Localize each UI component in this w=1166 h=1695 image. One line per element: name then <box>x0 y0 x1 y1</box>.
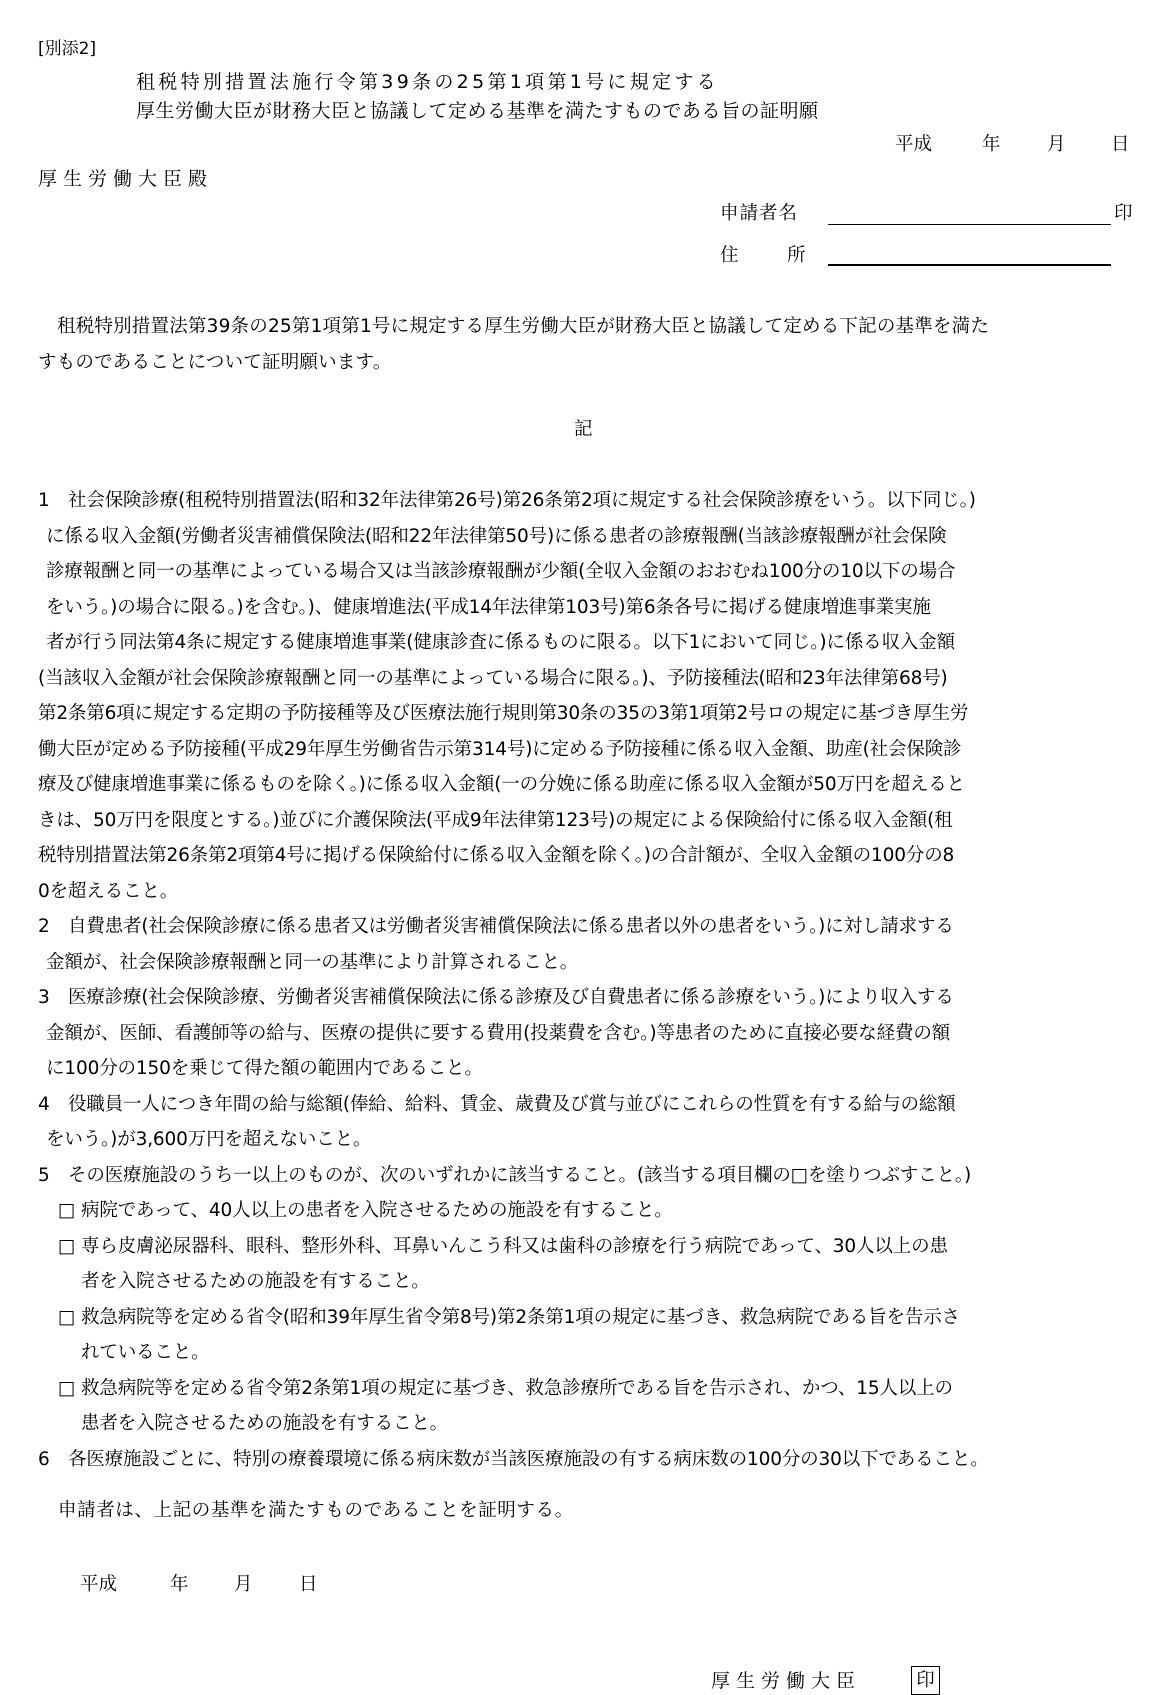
checkbox-icon[interactable]: □ <box>58 1306 76 1328</box>
bottom-date-era: 平成 <box>80 1574 118 1595</box>
applicant-name-label: 申請者名 <box>720 203 799 224</box>
bottom-date-day: 日 <box>299 1574 318 1595</box>
item-text: をいう。)が3,600万円を超えないこと。 <box>46 1129 372 1150</box>
address-line <box>828 264 1111 266</box>
item-text: 金額が、社会保険診療報酬と同一の基準により計算されること。 <box>46 951 579 973</box>
list-item <box>38 1087 1138 1123</box>
top-date-year: 年 <box>982 134 1001 155</box>
applicant-name-line <box>828 224 1111 225</box>
list-item <box>38 1442 1138 1478</box>
option-text: 者を入院させるための施設を有すること。 <box>81 1271 430 1292</box>
intro-line: すものであることについて証明願います。 <box>38 351 392 373</box>
address-label-2: 所 <box>787 245 806 266</box>
top-date-era: 平成 <box>895 134 933 155</box>
intro-line: 租税特別措置法第39条の25第1項第1号に規定する厚生労働大臣が財務大臣と協議して定める下記の基準を満た <box>57 316 990 337</box>
option-item <box>38 1229 1138 1265</box>
option-item <box>38 1371 1138 1407</box>
option-item <box>38 1300 1138 1336</box>
checkbox-icon[interactable]: □ <box>58 1377 76 1399</box>
item-text: をいう。)の場合に限る。)を含む。)、健康増進法(平成14年法律第103号)第6条各号に掲げる健康増進事業実施 <box>46 596 931 618</box>
item-text: きは、50万円を限度とする。)並びに介護保険法(平成9年法律第123号)の規定による保険給付に係る収入金額(租 <box>38 809 953 831</box>
top-date-day: 日 <box>1111 134 1130 155</box>
certification-statement: 申請者は、上記の基準を満たすものであることを証明する。 <box>58 1500 574 1521</box>
item-text: 診療報酬と同一の基準によっている場合又は当該診療報酬が少額(全収入金額のおおむね100分の10以下の場合 <box>46 561 956 582</box>
item-number: 3 <box>38 987 50 1008</box>
item-text: 0を超えること。 <box>38 880 179 902</box>
item-text: 金額が、医師、看護師等の給与、医療の提供に要する費用(投薬費を含む。)等患者のために直接必要な経費の額 <box>46 1022 951 1044</box>
criteria-list <box>38 483 1138 1477</box>
item-text: に100分の150を乗じて得た額の範囲内であること。 <box>46 1058 483 1079</box>
minister-seal: 印 <box>911 1666 940 1695</box>
checkbox-icon[interactable]: □ <box>58 1235 76 1257</box>
item-text: 医療診療(社会保険診療、労働者災害補償保険法に係る診療及び自費患者に係る診療をいう。)により収入する <box>68 987 954 1008</box>
item-text: 自費患者(社会保険診療に係る患者又は労働者災害補償保険法に係る患者以外の患者をいう。)に対し請求する <box>68 916 954 937</box>
item-number: 5 <box>38 1164 50 1186</box>
bottom-date-year: 年 <box>170 1574 189 1595</box>
item-text: 療及び健康増進事業に係るものを除く。)に係る収入金額(一の分娩に係る助産に係る収入金額が50万円を超えると <box>38 774 965 795</box>
list-item <box>38 1158 1138 1194</box>
item-text: 者が行う同法第4条に規定する健康増進事業(健康診査に係るものに限る。以下1において同じ。)に係る収入金額 <box>46 632 955 653</box>
item-text: 社会保険診療(租税特別措置法(昭和32年法律第26号)第26条第2項に規定する社会保険診療をいう。以下同じ。) <box>68 490 976 511</box>
item-text: 各医療施設ごとに、特別の療養環境に係る病床数が当該医療施設の有する病床数の100分の30以下であること。 <box>68 1448 989 1470</box>
option-text: 患者を入院させるための施設を有すること。 <box>81 1413 449 1434</box>
option-text: 救急病院等を定める省令(昭和39年厚生省令第8号)第2条第1項の規定に基づき、救急病院である旨を告示さ <box>81 1306 960 1328</box>
applicant-seal: 印 <box>1114 203 1133 224</box>
item-text: に係る収入金額(労働者災害補償保険法(昭和22年法律第50号)に係る患者の診療報酬(当該診療報酬が社会保険 <box>46 525 947 547</box>
addressee: 厚生労働大臣殿 <box>38 168 214 190</box>
option-text: 救急病院等を定める省令第2条第1項の規定に基づき、救急診療所である旨を告示され、かつ、15人以上の <box>81 1377 953 1399</box>
option-text: 病院であって、40人以上の患者を入院させるための施設を有すること。 <box>81 1200 673 1221</box>
option-text: れていること。 <box>81 1342 210 1363</box>
list-item <box>38 483 1138 519</box>
list-item <box>38 909 1138 945</box>
ki-heading: 記 <box>574 419 593 440</box>
item-text: 第2条第6項に規定する定期の予防接種等及び医療法施行規則第30条の35の3第1項第2号ロの規定に基づき厚生労 <box>38 703 969 724</box>
item-number: 4 <box>38 1093 50 1115</box>
item-number: 2 <box>38 916 50 937</box>
intro-paragraph <box>38 309 1138 380</box>
item-text: その医療施設のうち一以上のものが、次のいずれかに該当すること。(該当する項目欄の□を塗りつぶすこと。) <box>68 1164 972 1186</box>
list-item <box>38 980 1138 1016</box>
option-item <box>38 1193 1138 1229</box>
item-number: 6 <box>38 1448 50 1470</box>
item-text: (当該収入金額が社会保険診療報酬と同一の基準によっている場合に限る。)、予防接種法(昭和23年法律第68号) <box>38 667 948 689</box>
option-text: 専ら皮膚泌尿器科、眼科、整形外科、耳鼻いんこう科又は歯科の診療を行う病院であって、30人以上の患 <box>81 1235 948 1257</box>
item-text: 働大臣が定める予防接種(平成29年厚生労働省告示第314号)に定める予防接種に係る収入金額、助産(社会保険診 <box>38 738 962 760</box>
bottom-date-month: 月 <box>234 1574 253 1595</box>
top-date-month: 月 <box>1047 134 1066 155</box>
item-text: 税特別措置法第26条第2項第4号に掲げる保険給付に係る収入金額を除く。)の合計額が、全収入金額の100分の8 <box>38 845 955 866</box>
item-number: 1 <box>38 490 50 511</box>
checkbox-icon[interactable]: □ <box>58 1200 76 1221</box>
title-line-1: 租税特別措置法施行令第39条の25第1項第1号に規定する <box>136 71 719 93</box>
title-line-2: 厚生労働大臣が財務大臣と協議して定める基準を満たすものである旨の証明願 <box>136 100 819 122</box>
item-text: 役職員一人につき年間の給与総額(俸給、給料、賃金、歳費及び賞与並びにこれらの性質を有する給与の総額 <box>68 1093 956 1115</box>
attachment-tag: [別添2] <box>38 39 97 59</box>
address-label-1: 住 <box>720 245 739 266</box>
minister-title: 厚生労働大臣 <box>711 1670 862 1692</box>
